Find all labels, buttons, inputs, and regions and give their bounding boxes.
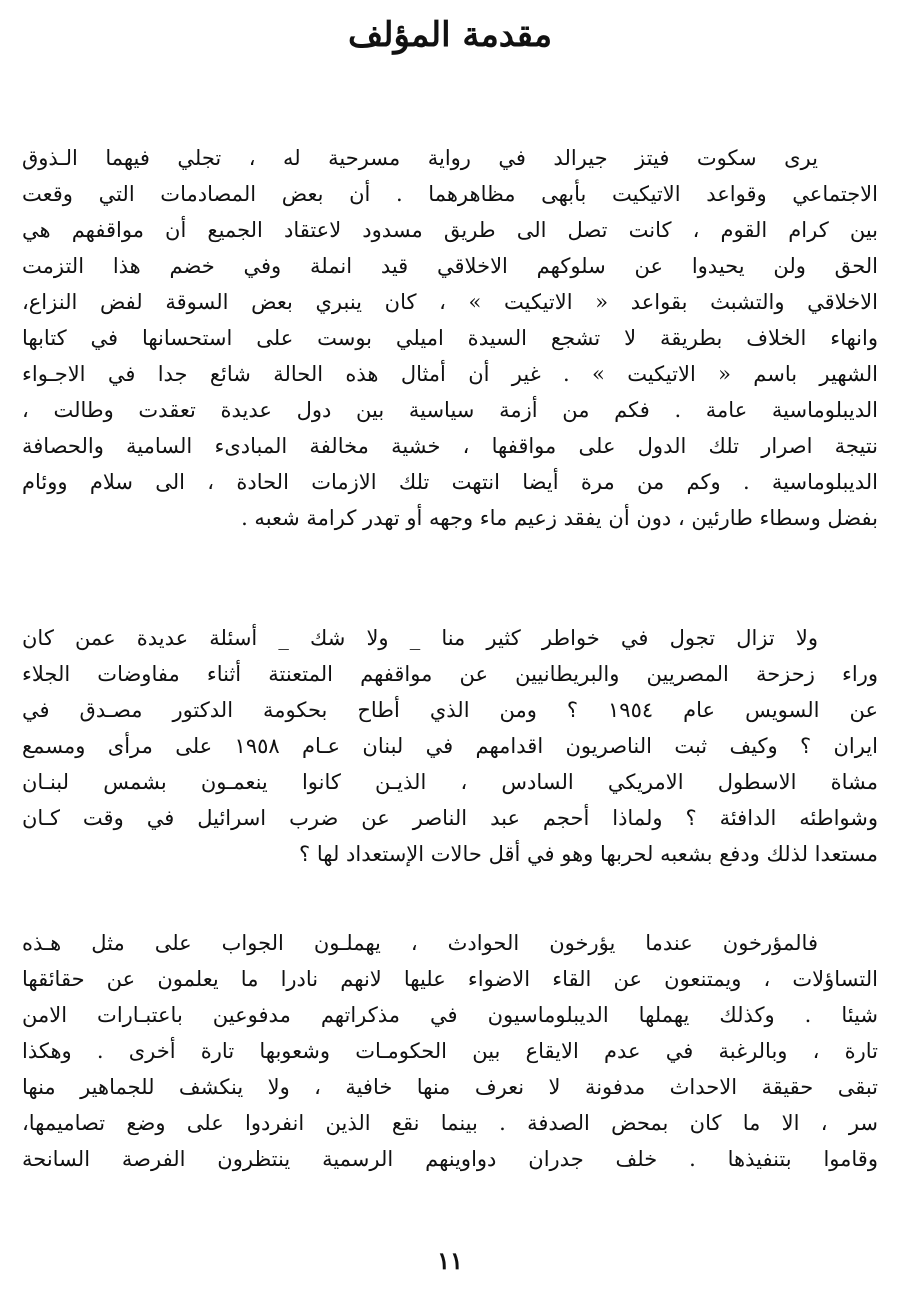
paragraph-3 bbox=[22, 925, 878, 1177]
text-line: الديبلوماسية عامة . فكم من أزمة سياسية بين دول عديدة تعقدت وطالت ، bbox=[22, 398, 878, 422]
text-line: نتيجة اصرار تلك الدول على مواقفها ، خشية مخالفة المبادىء السامية والحصافة bbox=[22, 434, 878, 458]
text-line: فالمؤرخون عندما يؤرخون الحوادث ، يهملـون الجواب على مثل هـذه bbox=[22, 931, 818, 955]
text-line: بين كرام القوم ، كانت تصل الى طريق مسدود لاعتقاد الجميع أن مواقفهم هي bbox=[22, 218, 878, 242]
text-line: التساؤلات ، ويمتنعون عن القاء الاضواء عليها لانهم نادرا ما يعلمون عن حقائقها bbox=[22, 967, 878, 991]
text-line: الديبلوماسية . وكم من مرة أيضا انتهت تلك الازمات الحادة ، الى سلام ووئام bbox=[22, 470, 878, 494]
text-line: بفضل وسطاء طارئين ، دون أن يفقد زعيم ماء وجهه أو تهدر كرامة شعبه . bbox=[241, 506, 878, 530]
text-line: وقاموا بتنفيذها . خلف جدران دواوينهم الرسمية ينتظرون الفرصة السانحة bbox=[22, 1147, 878, 1171]
text-line: الحق ولن يحيدوا عن سلوكهم الاخلاقي قيد انملة وفي خضم هذا التزمت bbox=[22, 254, 878, 278]
text-line: الاجتماعي وقواعد الاتيكيت بأبهى مظاهرهما . أن بعض المصادمات التي وقعت bbox=[22, 182, 878, 206]
text-line: شيئا . وكذلك يهملها الديبلوماسيون في مذكراتهم مدفوعين باعتبـارات الامن bbox=[22, 1003, 878, 1027]
text-line: مشاة الاسطول الامريكي السادس ، الذيـن كانوا ينعمـون بشمس لبنـان bbox=[22, 770, 878, 794]
text-line: ايران ؟ وكيف ثبت الناصريون اقدامهم في لبنان عـام ١٩٥٨ على مرأى ومسمع bbox=[22, 734, 878, 758]
text-line: تبقى حقيقة الاحداث مدفونة لا نعرف منها خافية ، ولا ينكشف للجماهير منها bbox=[22, 1075, 878, 1099]
text-line: وانهاء الخلاف بطريقة لا تشجع السيدة اميلي بوست على استحسانها في كتابها bbox=[22, 326, 878, 350]
text-line: يرى سكوت فيتز جيرالد في رواية مسرحية له ، تجلي فيهما الـذوق bbox=[22, 146, 818, 170]
text-line: عن السويس عام ١٩٥٤ ؟ ومن الذي أطاح بحكومة الدكتور مصـدق في bbox=[22, 698, 878, 722]
page-title: مقدمة المؤلف bbox=[347, 15, 553, 55]
text-line: ولا تزال تجول في خواطر كثير منا _ ولا شك _ أسئلة عديدة عمن كان bbox=[22, 626, 818, 650]
text-line: الاخلاقي والتشبث بقواعد « الاتيكيت » ، كان ينبري بعض السوقة لفض النزاع، bbox=[22, 290, 878, 314]
paragraph-2 bbox=[22, 620, 878, 872]
text-line: تارة ، وبالرغبة في عدم الايقاع بين الحكومـات وشعوبها تارة أخرى . وهكذا bbox=[22, 1039, 878, 1063]
text-line: الشهير باسم « الاتيكيت » . غير أن أمثال هذه الحالة شائع جدا في الاجـواء bbox=[22, 362, 878, 386]
page-number: ١١ bbox=[437, 1246, 463, 1275]
paragraph-1 bbox=[22, 140, 878, 536]
text-line: وراء زحزحة المصريين والبريطانيين عن مواقفهم المتعنتة أثناء مفاوضات الجلاء bbox=[22, 662, 878, 686]
text-line: سر ، الا ما كان بمحض الصدفة . بينما نقع الذين انفردوا على وضع تصاميمها، bbox=[22, 1111, 878, 1135]
text-line: وشواطئه الدافئة ؟ ولماذا أحجم عبد الناصر عن ضرب اسرائيل في وقت كـان bbox=[22, 806, 878, 830]
text-line: مستعدا لذلك ودفع بشعبه لحربها وهو في أقل حالات الإستعداد لها ؟ bbox=[299, 842, 878, 866]
